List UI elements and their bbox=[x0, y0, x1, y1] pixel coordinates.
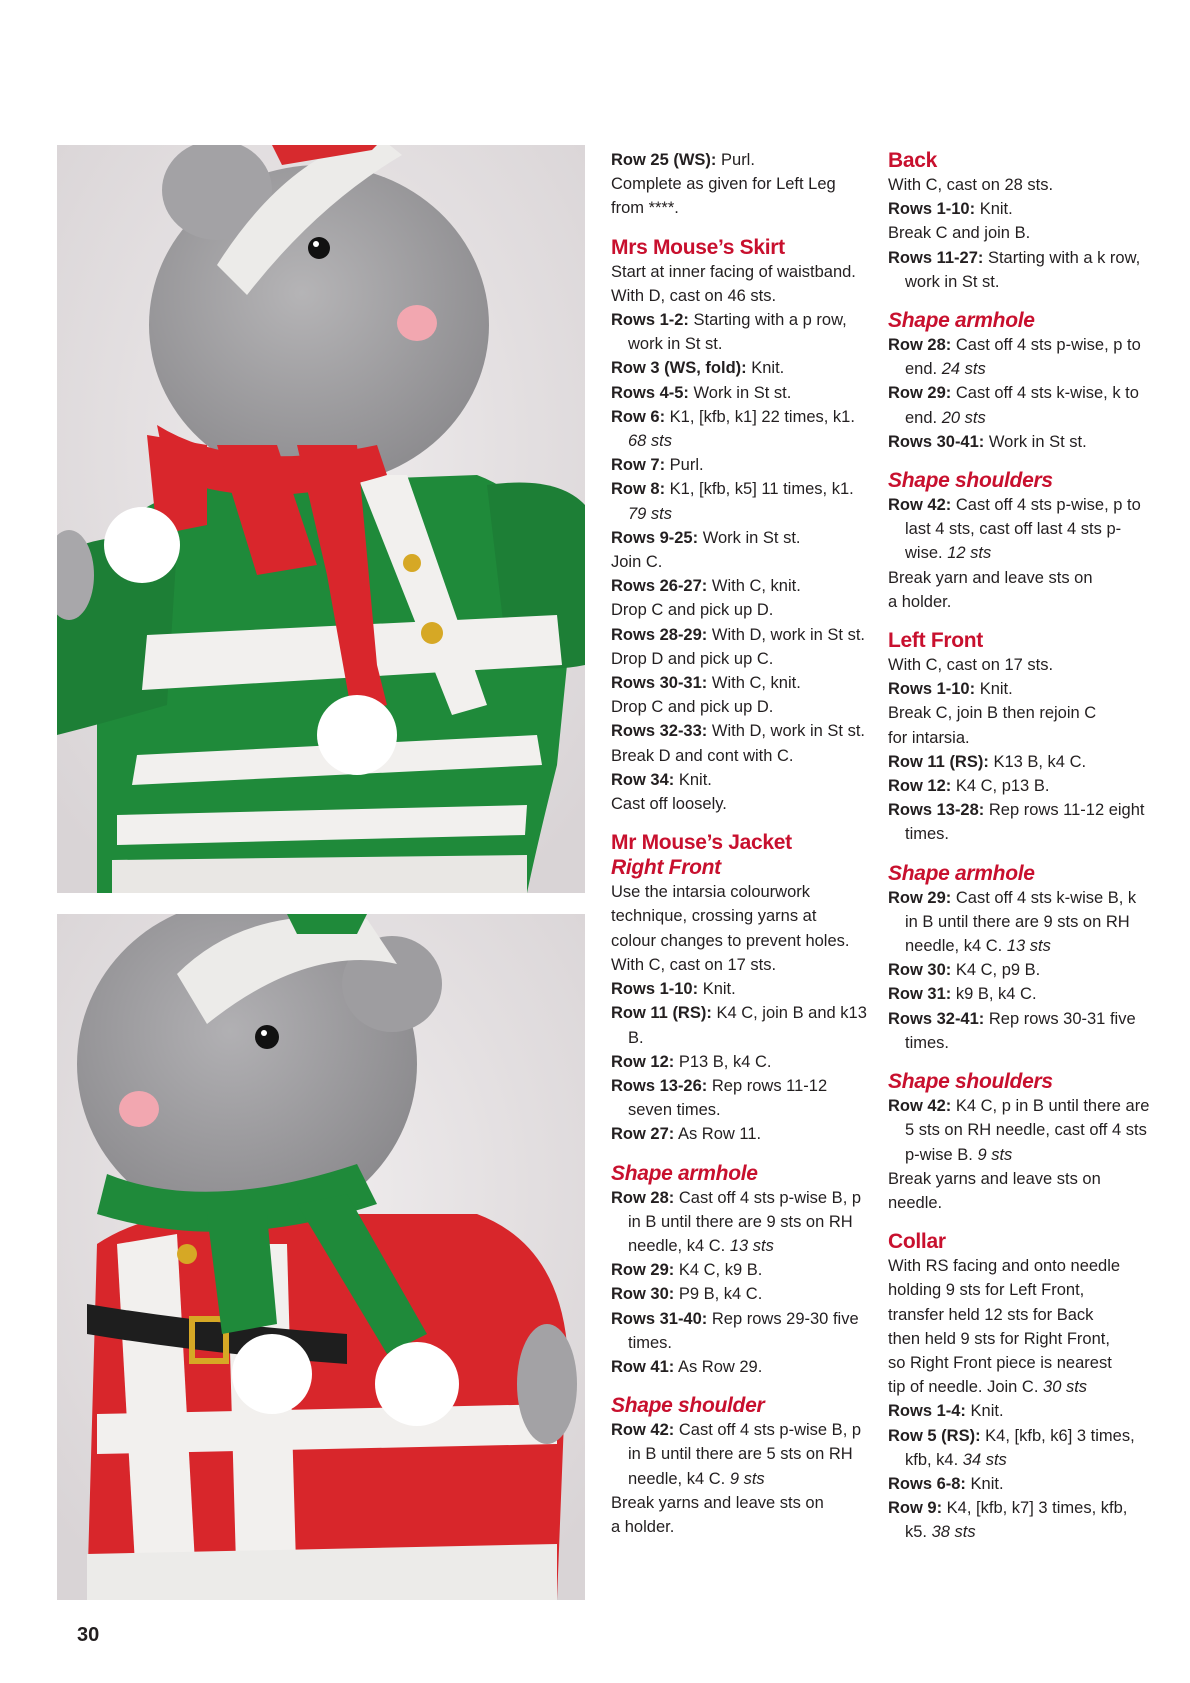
instruction-line bbox=[611, 1355, 871, 1379]
row-label: Row 31: bbox=[888, 985, 952, 1004]
photo-mouse-red-jacket bbox=[57, 914, 585, 1600]
instruction-text: Cast off loosely. bbox=[611, 795, 727, 814]
instruction-text: Cast off 4 sts p-wise, p to last 4 sts, cast off last 4 sts p-wise. bbox=[905, 496, 1141, 563]
instruction-line bbox=[888, 653, 1153, 677]
instruction-text: a holder. bbox=[611, 1517, 675, 1536]
row-label: Row 25 (WS): bbox=[611, 151, 717, 169]
instruction-line bbox=[888, 1094, 1153, 1167]
instruction-line bbox=[611, 381, 871, 405]
instruction-text: K4 C, p9 B. bbox=[951, 961, 1041, 980]
pattern-section bbox=[611, 1161, 871, 1380]
row-label: Rows 30-41: bbox=[888, 432, 985, 451]
instruction-line bbox=[888, 493, 1153, 566]
row-label: Rows 1-4: bbox=[888, 1402, 966, 1421]
instruction-line bbox=[888, 590, 1153, 614]
section-heading: Mr Mouse’s Jacket bbox=[611, 831, 792, 855]
instruction-line bbox=[611, 977, 871, 1001]
instruction-text: Drop D and pick up C. bbox=[611, 649, 774, 668]
row-label: Rows 1-10: bbox=[888, 680, 976, 699]
mouse-red-jacket-illustration bbox=[57, 914, 585, 1600]
section-heading: Mrs Mouse’s Skirt bbox=[611, 235, 785, 259]
instruction-text: K4 C, k9 B. bbox=[674, 1261, 763, 1280]
stitch-count: 12 sts bbox=[947, 544, 992, 563]
instruction-text: K4 C, join B and k13 B. bbox=[628, 1004, 867, 1047]
instruction-text: colour changes to prevent holes. bbox=[611, 931, 850, 950]
row-label: Row 28: bbox=[888, 336, 952, 355]
instruction-text: Complete as given for Left Leg bbox=[611, 175, 836, 194]
instruction-line bbox=[611, 405, 871, 453]
instruction-line bbox=[611, 172, 871, 196]
instruction-line bbox=[611, 1282, 871, 1306]
instruction-text: Join C. bbox=[611, 553, 663, 572]
instruction-text: Break D and cont with C. bbox=[611, 746, 794, 765]
row-label: Row 42: bbox=[611, 1421, 675, 1440]
instruction-text: Work in St st. bbox=[698, 528, 801, 547]
row-label: Row 30: bbox=[888, 961, 952, 980]
instruction-text: Break C, join B then rejoin C bbox=[888, 704, 1097, 723]
stitch-count: 68 sts bbox=[628, 432, 673, 451]
instruction-text: holding 9 sts for Left Front, bbox=[888, 1281, 1085, 1300]
stitch-count: 34 sts bbox=[962, 1450, 1007, 1469]
instruction-text: Knit. bbox=[965, 1474, 1004, 1493]
instruction-text: Rep rows 11-12 seven times. bbox=[628, 1076, 828, 1120]
instruction-line bbox=[611, 1491, 871, 1515]
instruction-line bbox=[888, 677, 1153, 701]
section-heading: Left Front bbox=[888, 629, 983, 653]
instruction-text: Starting with a k row, work in St st. bbox=[905, 248, 1141, 291]
instruction-line bbox=[888, 197, 1153, 221]
section-subheading: Shape shoulders bbox=[888, 1070, 1053, 1094]
pattern-section bbox=[888, 1229, 1153, 1544]
instruction-line bbox=[888, 1327, 1153, 1351]
instruction-line bbox=[611, 647, 871, 671]
pattern-section bbox=[888, 148, 1153, 294]
instruction-text: Knit. bbox=[965, 1402, 1004, 1421]
instruction-text: With D, work in St st. bbox=[707, 625, 865, 644]
row-label: Row 12: bbox=[888, 777, 952, 796]
instruction-line bbox=[888, 246, 1153, 294]
instruction-text: K4 C, p in B until there are 5 sts on RH needle, cast off 4 sts p-wise B. bbox=[905, 1097, 1150, 1164]
stitch-count: 38 sts bbox=[931, 1523, 976, 1542]
instruction-line bbox=[888, 886, 1153, 959]
instruction-line bbox=[611, 1001, 871, 1049]
row-label: Row 3 (WS, fold): bbox=[611, 359, 747, 378]
instruction-line bbox=[888, 1278, 1153, 1302]
instruction-text: P9 B, k4 C. bbox=[674, 1285, 763, 1304]
instruction-text: K4, [kfb, k6] 3 times, kfb, k4. bbox=[905, 1426, 1135, 1469]
stitch-count: 20 sts bbox=[941, 408, 986, 427]
instruction-text: K1, [kfb, k5] 11 times, k1. bbox=[665, 480, 854, 499]
instruction-line bbox=[611, 1307, 871, 1355]
stitch-count: 13 sts bbox=[1006, 937, 1051, 956]
row-label: Rows 31-40: bbox=[611, 1309, 708, 1328]
row-label: Row 9: bbox=[888, 1499, 943, 1518]
row-label: Rows 1-2: bbox=[611, 311, 689, 330]
instruction-text: With RS facing and onto needle bbox=[888, 1257, 1121, 1276]
instruction-line bbox=[611, 953, 871, 977]
row-label: Row 8: bbox=[611, 480, 666, 499]
stitch-count: 30 sts bbox=[1043, 1378, 1088, 1397]
instruction-text: transfer held 12 sts for Back bbox=[888, 1305, 1094, 1324]
instruction-text: K13 B, k4 C. bbox=[988, 752, 1087, 771]
instruction-line bbox=[611, 598, 871, 622]
row-label: Row 41: bbox=[611, 1357, 675, 1376]
row-label: Row 34: bbox=[611, 770, 675, 789]
instruction-line bbox=[888, 1007, 1153, 1055]
row-label: Row 30: bbox=[611, 1285, 675, 1304]
instruction-line bbox=[611, 453, 871, 477]
instruction-text: Cast off 4 sts p-wise B, p in B until there are 5 sts on RH needle, k4 C. bbox=[628, 1421, 862, 1488]
instruction-text: so Right Front piece is nearest bbox=[888, 1353, 1112, 1372]
instruction-line bbox=[888, 381, 1153, 429]
row-label: Row 29: bbox=[888, 384, 952, 403]
instruction-text: P13 B, k4 C. bbox=[674, 1052, 772, 1071]
row-label: Row 28: bbox=[611, 1188, 675, 1207]
instruction-text: needle. bbox=[888, 1193, 943, 1212]
instruction-line bbox=[888, 1472, 1153, 1496]
instruction-text: Rep rows 29-30 five times. bbox=[628, 1309, 859, 1352]
instructions-column-middle bbox=[611, 148, 871, 1553]
instruction-line bbox=[611, 284, 871, 308]
row-label: Rows 11-27: bbox=[888, 248, 984, 267]
instruction-text: With C, cast on 17 sts. bbox=[611, 955, 777, 974]
instruction-text: Break yarns and leave sts on bbox=[888, 1169, 1101, 1188]
row-label: Rows 9-25: bbox=[611, 528, 699, 547]
instruction-text: As Row 11. bbox=[674, 1125, 762, 1144]
instruction-text: As Row 29. bbox=[674, 1357, 763, 1376]
instruction-text: With C, cast on 28 sts. bbox=[888, 176, 1054, 194]
section-subheading: Shape shoulders bbox=[888, 469, 1053, 493]
instruction-text: k9 B, k4 C. bbox=[951, 985, 1037, 1004]
instruction-line bbox=[888, 958, 1153, 982]
instruction-line bbox=[611, 623, 871, 647]
mouse-green-jacket-illustration bbox=[57, 145, 585, 893]
instruction-line bbox=[888, 1496, 1153, 1544]
section-heading: Collar bbox=[888, 1230, 946, 1254]
instruction-line bbox=[888, 798, 1153, 846]
photo-mouse-green-jacket bbox=[57, 145, 585, 893]
instruction-line bbox=[888, 774, 1153, 798]
instruction-line bbox=[611, 744, 871, 768]
instruction-text: Use the intarsia colourwork bbox=[611, 883, 810, 902]
page-number: 30 bbox=[77, 1624, 100, 1646]
instruction-text: a holder. bbox=[888, 592, 952, 611]
section-heading: Back bbox=[888, 149, 938, 172]
instruction-line bbox=[611, 526, 871, 550]
instruction-text: Drop C and pick up D. bbox=[611, 601, 774, 620]
instruction-line bbox=[611, 1050, 871, 1074]
section-subheading: Right Front bbox=[611, 856, 721, 880]
instruction-text: Knit. bbox=[746, 359, 785, 378]
instruction-text: Drop C and pick up D. bbox=[611, 698, 774, 717]
instruction-text: Purl. bbox=[716, 151, 755, 169]
instruction-line bbox=[611, 260, 871, 284]
instruction-text: K4 C, p13 B. bbox=[951, 777, 1050, 796]
instruction-line bbox=[888, 750, 1153, 774]
instruction-line bbox=[611, 1418, 871, 1491]
instruction-text: With C, cast on 17 sts. bbox=[888, 656, 1054, 675]
instruction-line bbox=[888, 1424, 1153, 1472]
instruction-line bbox=[611, 148, 871, 172]
instruction-text: Break C and join B. bbox=[888, 224, 1031, 243]
instruction-text: then held 9 sts for Right Front, bbox=[888, 1329, 1110, 1348]
instruction-text: Starting with a p row, work in St st. bbox=[628, 311, 847, 354]
instruction-line bbox=[611, 1074, 871, 1122]
pattern-section bbox=[611, 235, 871, 817]
instruction-text: With D, work in St st. bbox=[707, 722, 865, 741]
instruction-text: for intarsia. bbox=[888, 728, 970, 747]
instruction-line bbox=[611, 1258, 871, 1282]
pattern-section bbox=[888, 1069, 1153, 1215]
instruction-text: Cast off 4 sts k-wise, k to end. bbox=[905, 384, 1139, 427]
section-subheading: Shape shoulder bbox=[611, 1394, 765, 1418]
instruction-text: Break yarn and leave sts on bbox=[888, 568, 1093, 587]
instruction-line bbox=[888, 701, 1153, 725]
instruction-line bbox=[888, 566, 1153, 590]
instruction-text: K1, [kfb, k1] 22 times, k1. bbox=[665, 407, 855, 426]
instruction-line bbox=[611, 929, 871, 953]
instruction-line bbox=[611, 1122, 871, 1146]
instruction-text: With C, knit. bbox=[707, 577, 801, 596]
section-subheading: Shape armhole bbox=[888, 861, 1035, 885]
instructions-column-right bbox=[888, 148, 1153, 1559]
instruction-text: Rep rows 30-31 five times. bbox=[905, 1009, 1136, 1052]
stitch-count: 13 sts bbox=[729, 1236, 774, 1255]
row-label: Row 42: bbox=[888, 496, 952, 515]
row-label: Rows 1-10: bbox=[888, 200, 976, 219]
instruction-line bbox=[888, 1303, 1153, 1327]
instruction-line bbox=[611, 1186, 871, 1259]
instruction-text: K4, [kfb, k7] 3 times, kfb, k5. bbox=[905, 1499, 1128, 1542]
instruction-line bbox=[611, 719, 871, 743]
instruction-line bbox=[888, 333, 1153, 381]
pattern-section bbox=[888, 308, 1153, 454]
instruction-text: from ****. bbox=[611, 199, 679, 218]
instruction-text: Rep rows 11-12 eight times. bbox=[905, 801, 1145, 844]
row-label: Rows 13-26: bbox=[611, 1076, 708, 1095]
instruction-line bbox=[611, 768, 871, 792]
row-label: Rows 1-10: bbox=[611, 980, 699, 999]
instruction-line bbox=[611, 477, 871, 525]
instruction-line bbox=[611, 308, 871, 356]
instruction-line bbox=[888, 1375, 1153, 1399]
row-label: Row 5 (RS): bbox=[888, 1426, 981, 1445]
instruction-line bbox=[611, 695, 871, 719]
section-subheading: Shape armhole bbox=[611, 1161, 758, 1185]
instruction-line bbox=[888, 1167, 1153, 1191]
instruction-line bbox=[611, 550, 871, 574]
instruction-line bbox=[888, 221, 1153, 245]
pattern-section bbox=[611, 830, 871, 1146]
instruction-text: Cast off 4 sts p-wise B, p in B until there are 9 sts on RH needle, k4 C. bbox=[628, 1188, 862, 1255]
instruction-line bbox=[888, 430, 1153, 454]
row-label: Rows 6-8: bbox=[888, 1474, 966, 1493]
row-label: Row 42: bbox=[888, 1097, 952, 1116]
row-label: Rows 26-27: bbox=[611, 577, 708, 596]
instruction-line bbox=[888, 1191, 1153, 1215]
instruction-text: technique, crossing yarns at bbox=[611, 907, 817, 926]
pattern-section bbox=[888, 861, 1153, 1055]
instruction-text: Work in St st. bbox=[984, 432, 1087, 451]
row-label: Rows 32-33: bbox=[611, 722, 708, 741]
instruction-line bbox=[888, 1254, 1153, 1278]
row-label: Rows 4-5: bbox=[611, 383, 689, 402]
instruction-line bbox=[611, 792, 871, 816]
instruction-text: With C, knit. bbox=[707, 674, 801, 693]
instruction-text: Knit. bbox=[698, 980, 736, 999]
row-label: Row 12: bbox=[611, 1052, 675, 1071]
instruction-line bbox=[888, 982, 1153, 1006]
instruction-line bbox=[611, 671, 871, 695]
instruction-text: Knit. bbox=[674, 770, 712, 789]
stitch-count: 24 sts bbox=[941, 360, 986, 379]
instruction-line bbox=[888, 1351, 1153, 1375]
section-subheading: Shape armhole bbox=[888, 309, 1035, 333]
stitch-count: 9 sts bbox=[977, 1145, 1013, 1164]
instruction-text: Knit. bbox=[975, 680, 1013, 699]
row-label: Row 11 (RS): bbox=[888, 752, 989, 771]
instruction-text: tip of needle. Join C. bbox=[888, 1378, 1044, 1397]
stitch-count: 79 sts bbox=[628, 504, 673, 523]
pattern-section bbox=[611, 1393, 871, 1539]
instruction-text: Work in St st. bbox=[688, 383, 792, 402]
instruction-text: Purl. bbox=[665, 456, 704, 475]
instruction-line bbox=[611, 880, 871, 904]
row-label: Rows 30-31: bbox=[611, 674, 708, 693]
instruction-line bbox=[888, 726, 1153, 750]
pattern-section bbox=[611, 148, 871, 221]
instruction-text: Break yarns and leave sts on bbox=[611, 1493, 824, 1512]
instruction-text: Start at inner facing of waistband. bbox=[611, 262, 856, 281]
instruction-line bbox=[611, 196, 871, 220]
row-label: Row 27: bbox=[611, 1125, 675, 1144]
row-label: Row 7: bbox=[611, 456, 666, 475]
instruction-line bbox=[888, 173, 1153, 197]
instruction-line bbox=[888, 1399, 1153, 1423]
pattern-section bbox=[888, 628, 1153, 847]
instruction-text: With D, cast on 46 sts. bbox=[611, 286, 777, 305]
row-label: Row 11 (RS): bbox=[611, 1004, 712, 1023]
stitch-count: 9 sts bbox=[729, 1469, 765, 1488]
row-label: Rows 28-29: bbox=[611, 625, 708, 644]
instruction-line bbox=[611, 356, 871, 380]
instruction-line bbox=[611, 574, 871, 598]
pattern-section bbox=[888, 468, 1153, 614]
instruction-text: Cast off 4 sts k-wise B, k in B until there are 9 sts on RH needle, k4 C. bbox=[905, 888, 1137, 956]
row-label: Rows 13-28: bbox=[888, 801, 985, 820]
instruction-line bbox=[611, 1515, 871, 1539]
instruction-line bbox=[611, 904, 871, 928]
instruction-text: Cast off 4 sts p-wise, p to end. bbox=[905, 336, 1141, 379]
row-label: Row 6: bbox=[611, 407, 666, 426]
row-label: Row 29: bbox=[611, 1261, 675, 1280]
row-label: Rows 32-41: bbox=[888, 1009, 985, 1028]
instruction-text: Knit. bbox=[975, 200, 1013, 219]
row-label: Row 29: bbox=[888, 888, 952, 907]
